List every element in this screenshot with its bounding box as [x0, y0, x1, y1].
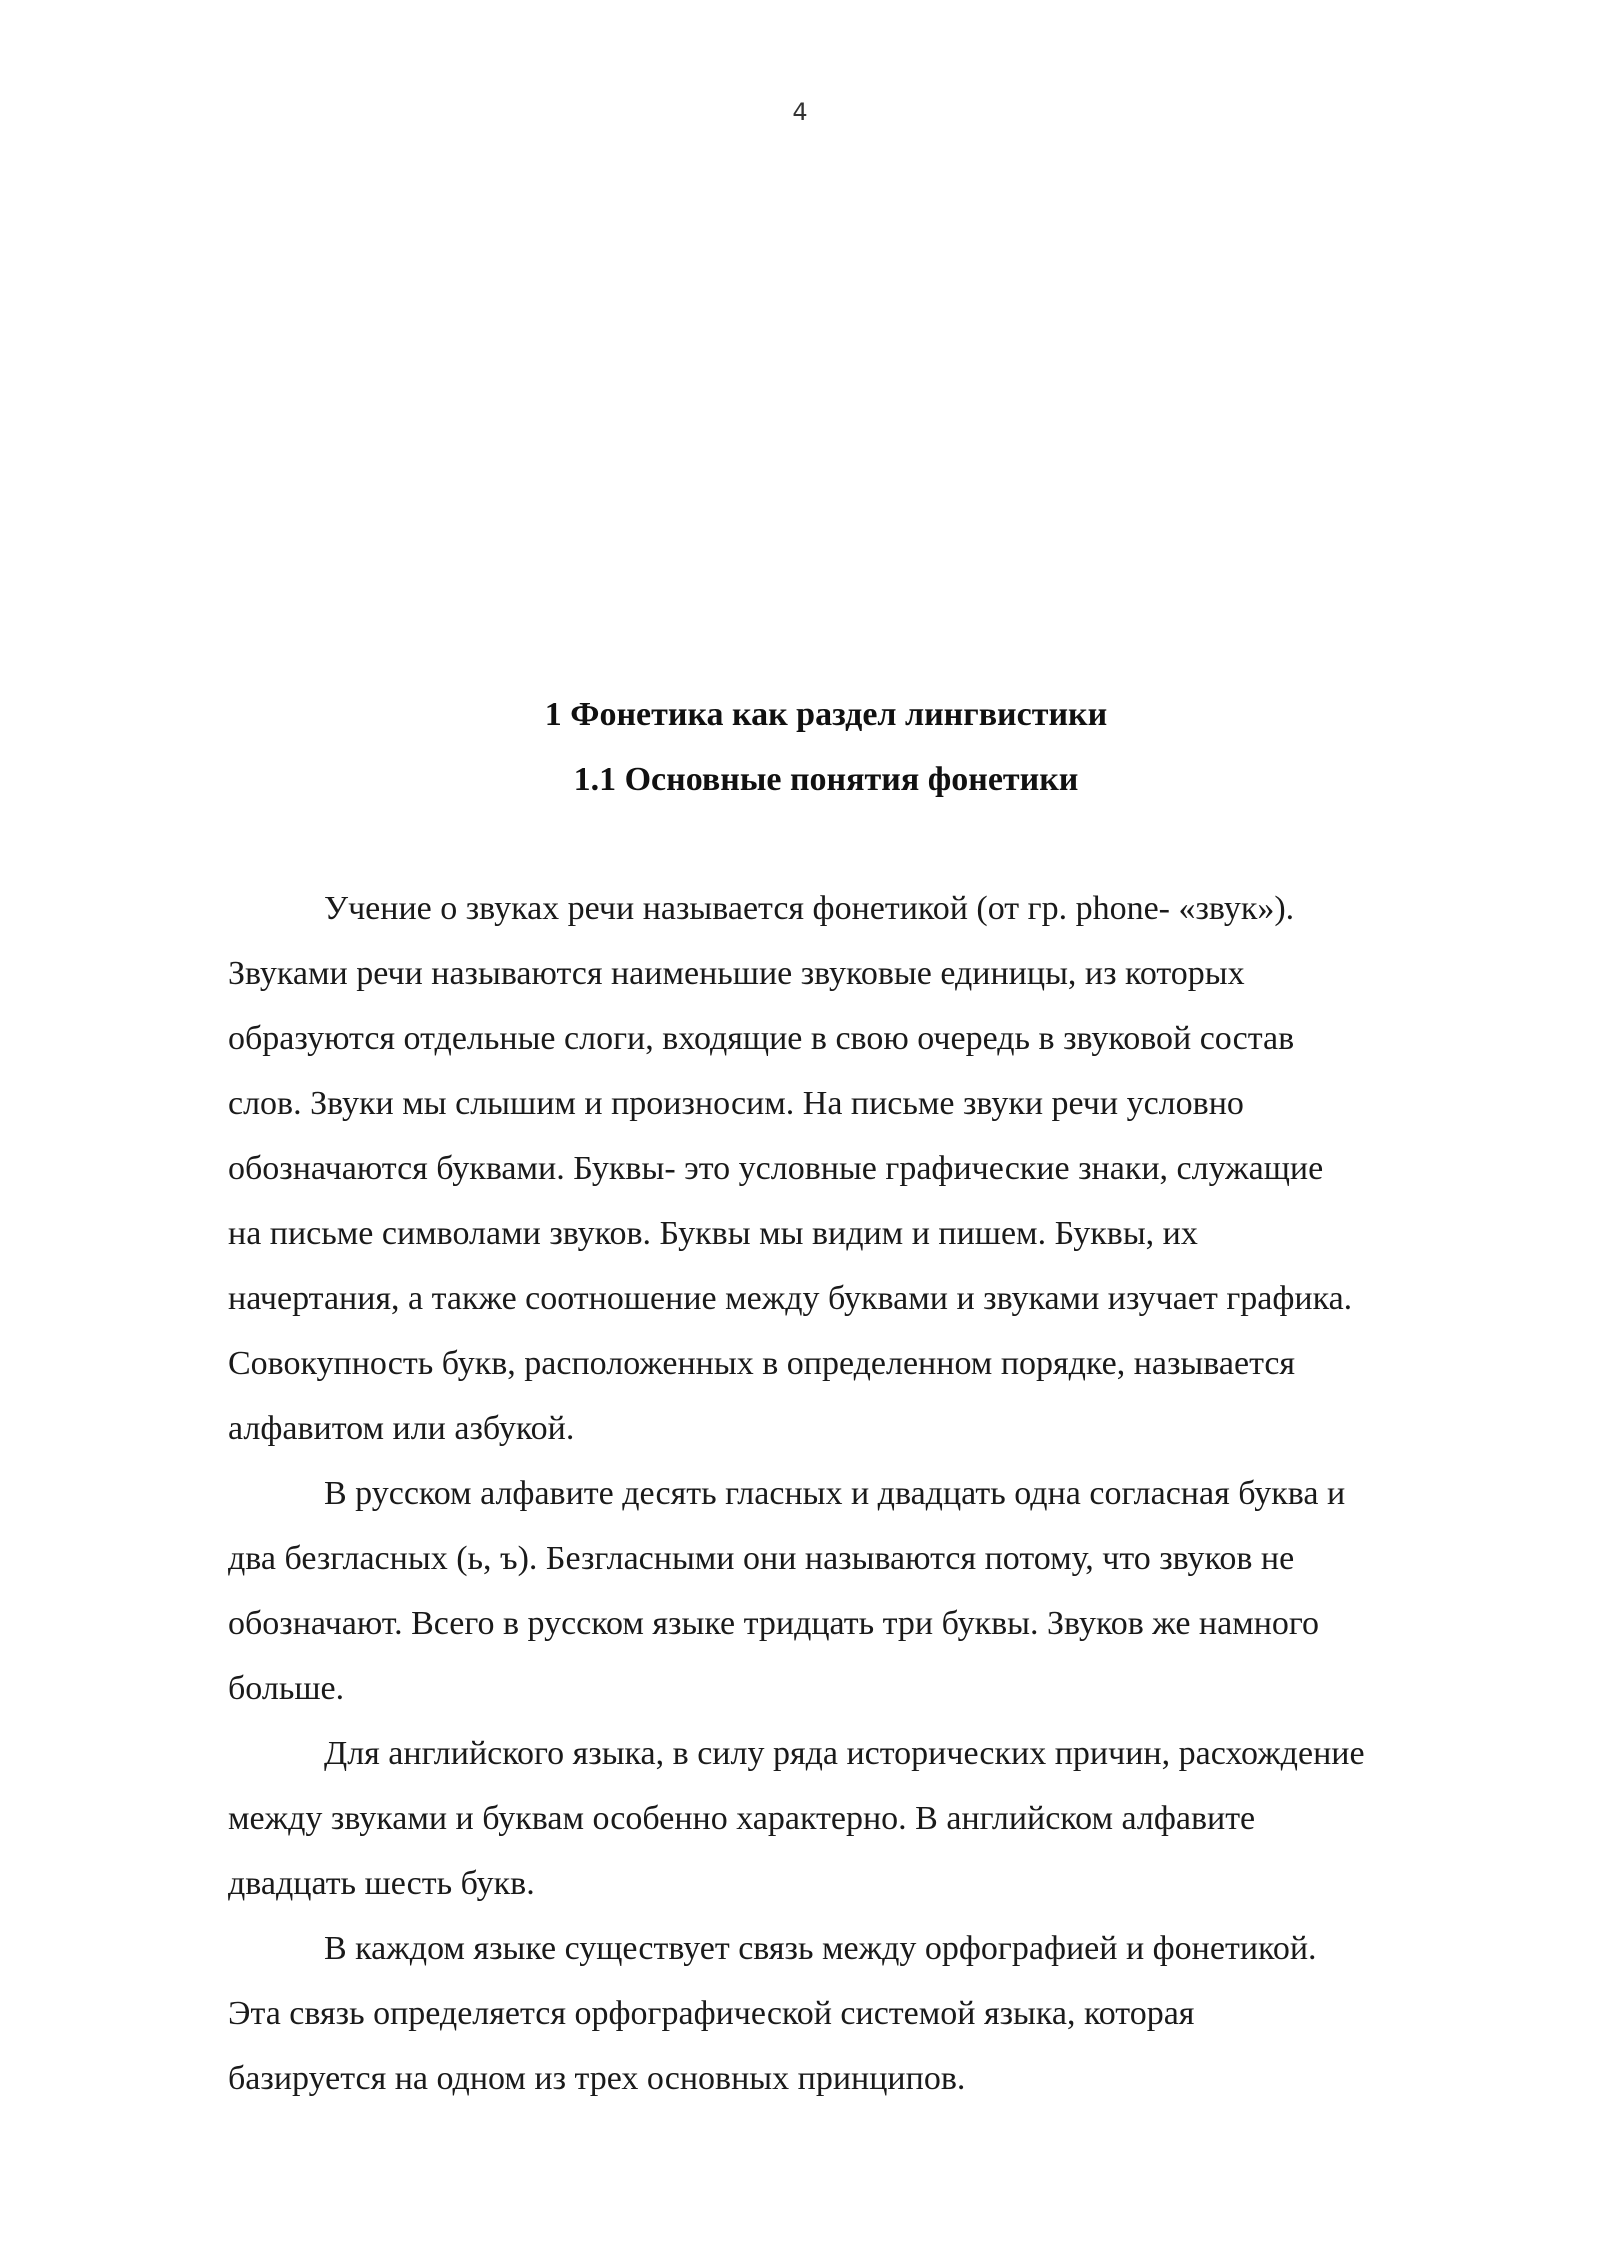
text-line: В русском алфавите десять гласных и двадцать одна согласная буква и [324, 1475, 1346, 1512]
text-line: алфавитом или азбукой. [228, 1410, 575, 1447]
text-line: на письме символами звуков. Буквы мы видим и пишем. Буквы, их [228, 1215, 1198, 1252]
page-number: 4 [792, 98, 808, 126]
paragraph-4 [228, 1916, 1488, 2111]
text-line: Звуками речи называются наименьшие звуковые единицы, из которых [228, 955, 1245, 992]
text-line: образуются отдельные слоги, входящие в свою очередь в звуковой состав [228, 1020, 1295, 1057]
text-line: между звуками и буквам особенно характерно. В английском алфавите [228, 1800, 1256, 1837]
section-title: 1.1 Основные понятия фонетики [573, 761, 1079, 798]
text-line: слов. Звуки мы слышим и произносим. На письме звуки речи условно [228, 1085, 1244, 1122]
text-line: В каждом языке существует связь между орфографией и фонетикой. [324, 1930, 1317, 1967]
text-line: два безгласных (ь, ъ). Безгласными они называются потому, что звуков не [228, 1540, 1295, 1577]
text-line: двадцать шесть букв. [228, 1865, 535, 1902]
paragraph-1 [228, 876, 1488, 1461]
chapter-title: 1 Фонетика как раздел лингвистики [544, 696, 1108, 733]
text-line: Для английского языка, в силу ряда исторических причин, расхождение [324, 1735, 1365, 1772]
text-line: начертания, а также соотношение между буквами и звуками изучает графика. [228, 1280, 1353, 1317]
text-line: Совокупность букв, расположенных в определенном порядке, называется [228, 1345, 1296, 1382]
text-line: Эта связь определяется орфографической системой языка, которая [228, 1995, 1195, 2032]
text-line: обозначают. Всего в русском языке тридцать три буквы. Звуков же намного [228, 1605, 1320, 1642]
paragraph-3 [228, 1721, 1488, 1916]
headings-block [228, 682, 1424, 812]
text-line: обозначаются буквами. Буквы- это условные графические знаки, служащие [228, 1150, 1324, 1187]
paragraph-2 [228, 1461, 1488, 1721]
text-line: Учение о звуках речи называется фонетикой (от гр. phone- «звук»). [324, 890, 1295, 927]
body-text [228, 876, 1488, 2111]
text-line: базируется на одном из трех основных принципов. [228, 2060, 966, 2097]
text-line: больше. [228, 1670, 345, 1707]
